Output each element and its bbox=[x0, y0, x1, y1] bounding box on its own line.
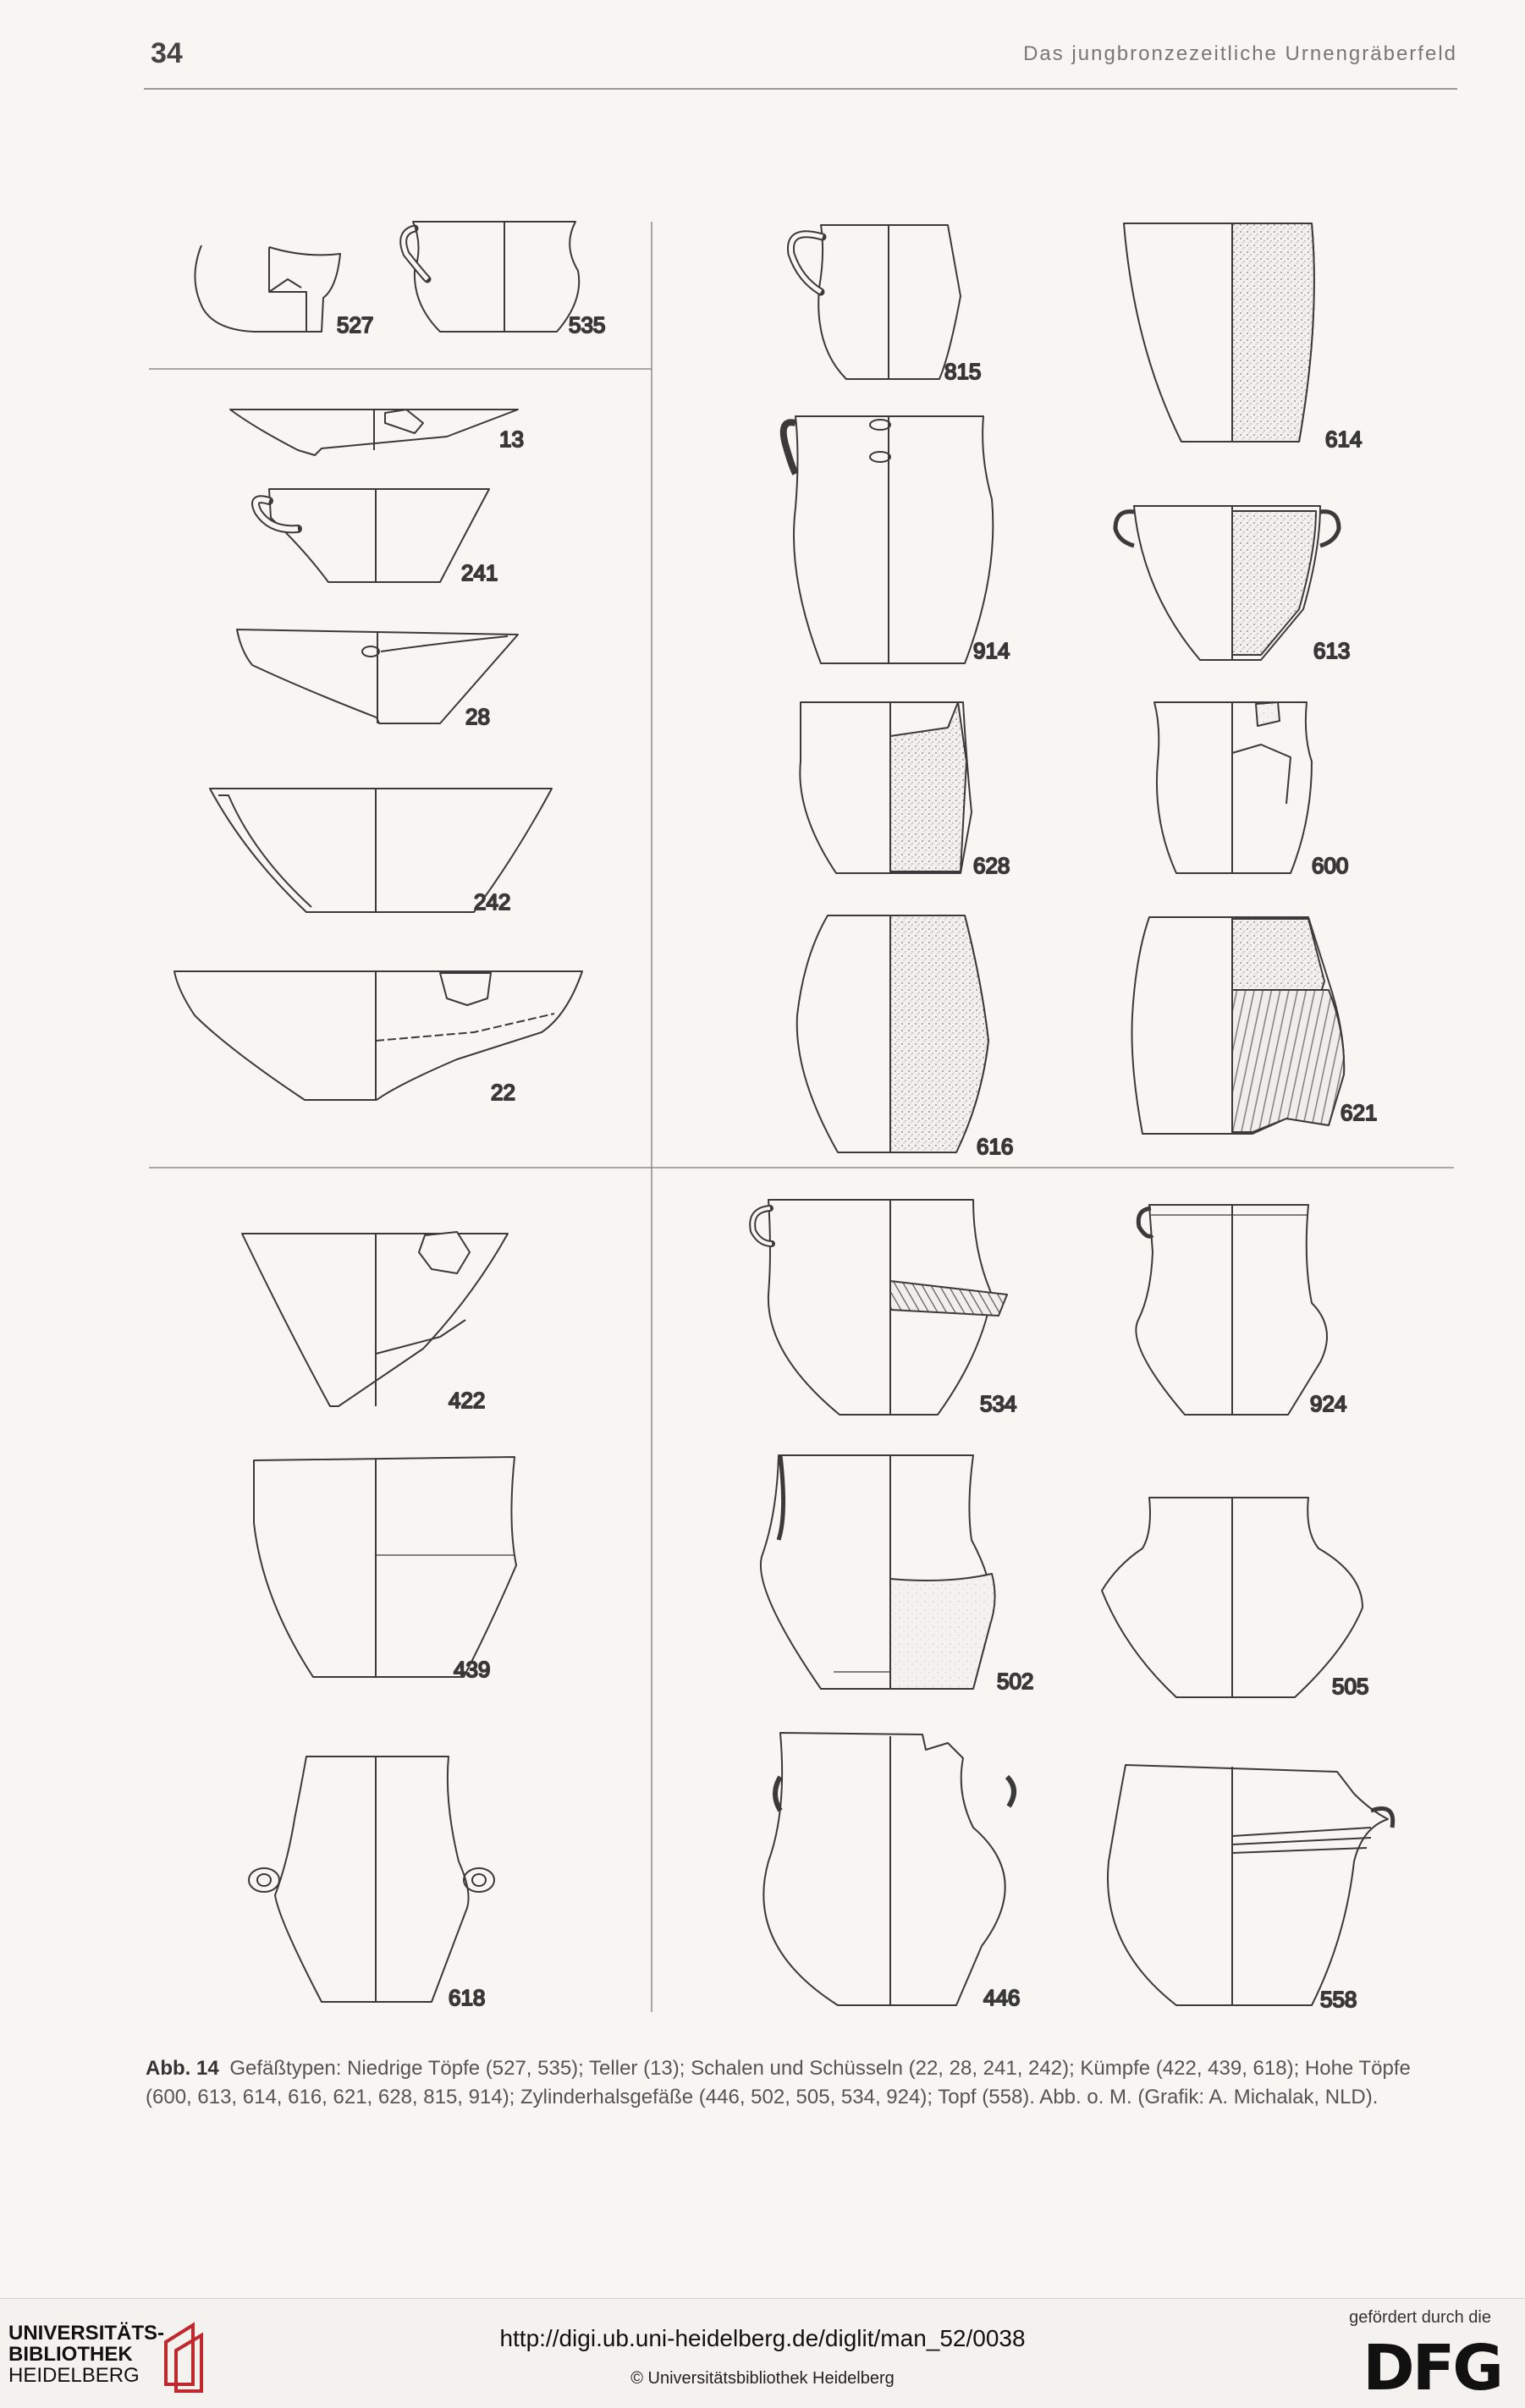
vessel-242 bbox=[210, 789, 552, 915]
caption-text: Gefäßtypen: Niedrige Töpfe (527, 535); Teller (13); Schalen und Schüsseln (22, 28, 241, 242); Kümpfe (422, 439, 618); Hohe Töpfe (600, 613, 614, 616, 621, 628, 815, 914); Zylinderhalsgefäße (446, 502, 505, 534, 924); Topf (558). Abb. o. M. (Grafik: A. Michalak, NLD). bbox=[146, 2057, 1411, 2108]
vessel-label-422: 422 bbox=[449, 1388, 486, 1413]
vessel-22 bbox=[174, 971, 582, 1105]
vessel-241 bbox=[256, 489, 498, 586]
vessel-label-241: 241 bbox=[461, 560, 498, 586]
vessel-527 bbox=[195, 245, 373, 338]
vessel-label-28: 28 bbox=[465, 704, 490, 729]
vessel-label-505: 505 bbox=[1332, 1674, 1369, 1699]
caption-figure-number: Abb. 14 bbox=[146, 2057, 219, 2080]
library-name-line2: BIBLIOTHEK bbox=[8, 2343, 133, 2366]
vessel-label-535: 535 bbox=[569, 312, 606, 338]
vessel-558 bbox=[1108, 1765, 1393, 2012]
library-name-line1: UNIVERSITÄTS- bbox=[8, 2322, 165, 2345]
vessel-618 bbox=[249, 1757, 494, 2010]
vessel-label-446: 446 bbox=[983, 1985, 1021, 2010]
vessel-505 bbox=[1102, 1498, 1368, 1699]
vessel-439 bbox=[254, 1457, 516, 1682]
funding-note: gefördert durch die bbox=[1349, 2308, 1491, 2327]
vessel-600 bbox=[1154, 702, 1348, 878]
vessel-label-621: 621 bbox=[1341, 1100, 1378, 1125]
vessel-label-13: 13 bbox=[499, 426, 524, 452]
vessel-422 bbox=[242, 1232, 508, 1413]
figure-caption bbox=[146, 2054, 1432, 2112]
vessel-label-534: 534 bbox=[980, 1391, 1017, 1416]
vessel-label-618: 618 bbox=[449, 1985, 486, 2010]
vessel-label-815: 815 bbox=[944, 359, 982, 384]
vessel-621 bbox=[1132, 917, 1378, 1134]
vessel-613 bbox=[1115, 506, 1350, 663]
vessel-label-614: 614 bbox=[1325, 426, 1363, 452]
vessel-924 bbox=[1136, 1205, 1346, 1416]
vessel-446 bbox=[763, 1733, 1020, 2010]
vessel-label-502: 502 bbox=[997, 1669, 1034, 1694]
running-title: Das jungbronzezeitliche Urnengräberfeld bbox=[1023, 42, 1457, 65]
vessel-535 bbox=[404, 222, 606, 338]
vessel-616 bbox=[797, 915, 1014, 1159]
vessel-label-924: 924 bbox=[1310, 1391, 1347, 1416]
vessel-label-628: 628 bbox=[973, 853, 1010, 878]
vessel-614 bbox=[1124, 223, 1362, 452]
vessel-label-616: 616 bbox=[977, 1134, 1014, 1159]
vessel-28 bbox=[237, 629, 518, 729]
vessel-label-558: 558 bbox=[1320, 1987, 1357, 2012]
vessel-label-914: 914 bbox=[973, 638, 1010, 663]
vessel-914 bbox=[784, 416, 1010, 663]
vessel-815 bbox=[790, 225, 981, 384]
vessel-label-600: 600 bbox=[1312, 853, 1349, 878]
vessel-628 bbox=[800, 702, 1010, 878]
footer-band bbox=[0, 2298, 1525, 2408]
vessel-label-527: 527 bbox=[337, 312, 374, 338]
vessel-534 bbox=[752, 1200, 1016, 1416]
vessel-label-439: 439 bbox=[454, 1657, 491, 1682]
vessel-label-613: 613 bbox=[1313, 638, 1351, 663]
dfg-logo: DFG bbox=[1363, 2332, 1501, 2405]
vessel-502 bbox=[761, 1455, 1034, 1694]
vessel-label-242: 242 bbox=[474, 889, 511, 915]
page-number: 34 bbox=[151, 37, 183, 69]
footer-url-link[interactable]: http://digi.ub.uni-heidelberg.de/diglit/man_52/0038 bbox=[499, 2325, 1026, 2351]
vessel-13 bbox=[230, 410, 524, 455]
footer-copyright: © Universitätsbibliothek Heidelberg bbox=[630, 2369, 895, 2388]
vessel-label-22: 22 bbox=[491, 1080, 515, 1105]
library-name-line3: HEIDELBERG bbox=[8, 2364, 140, 2387]
